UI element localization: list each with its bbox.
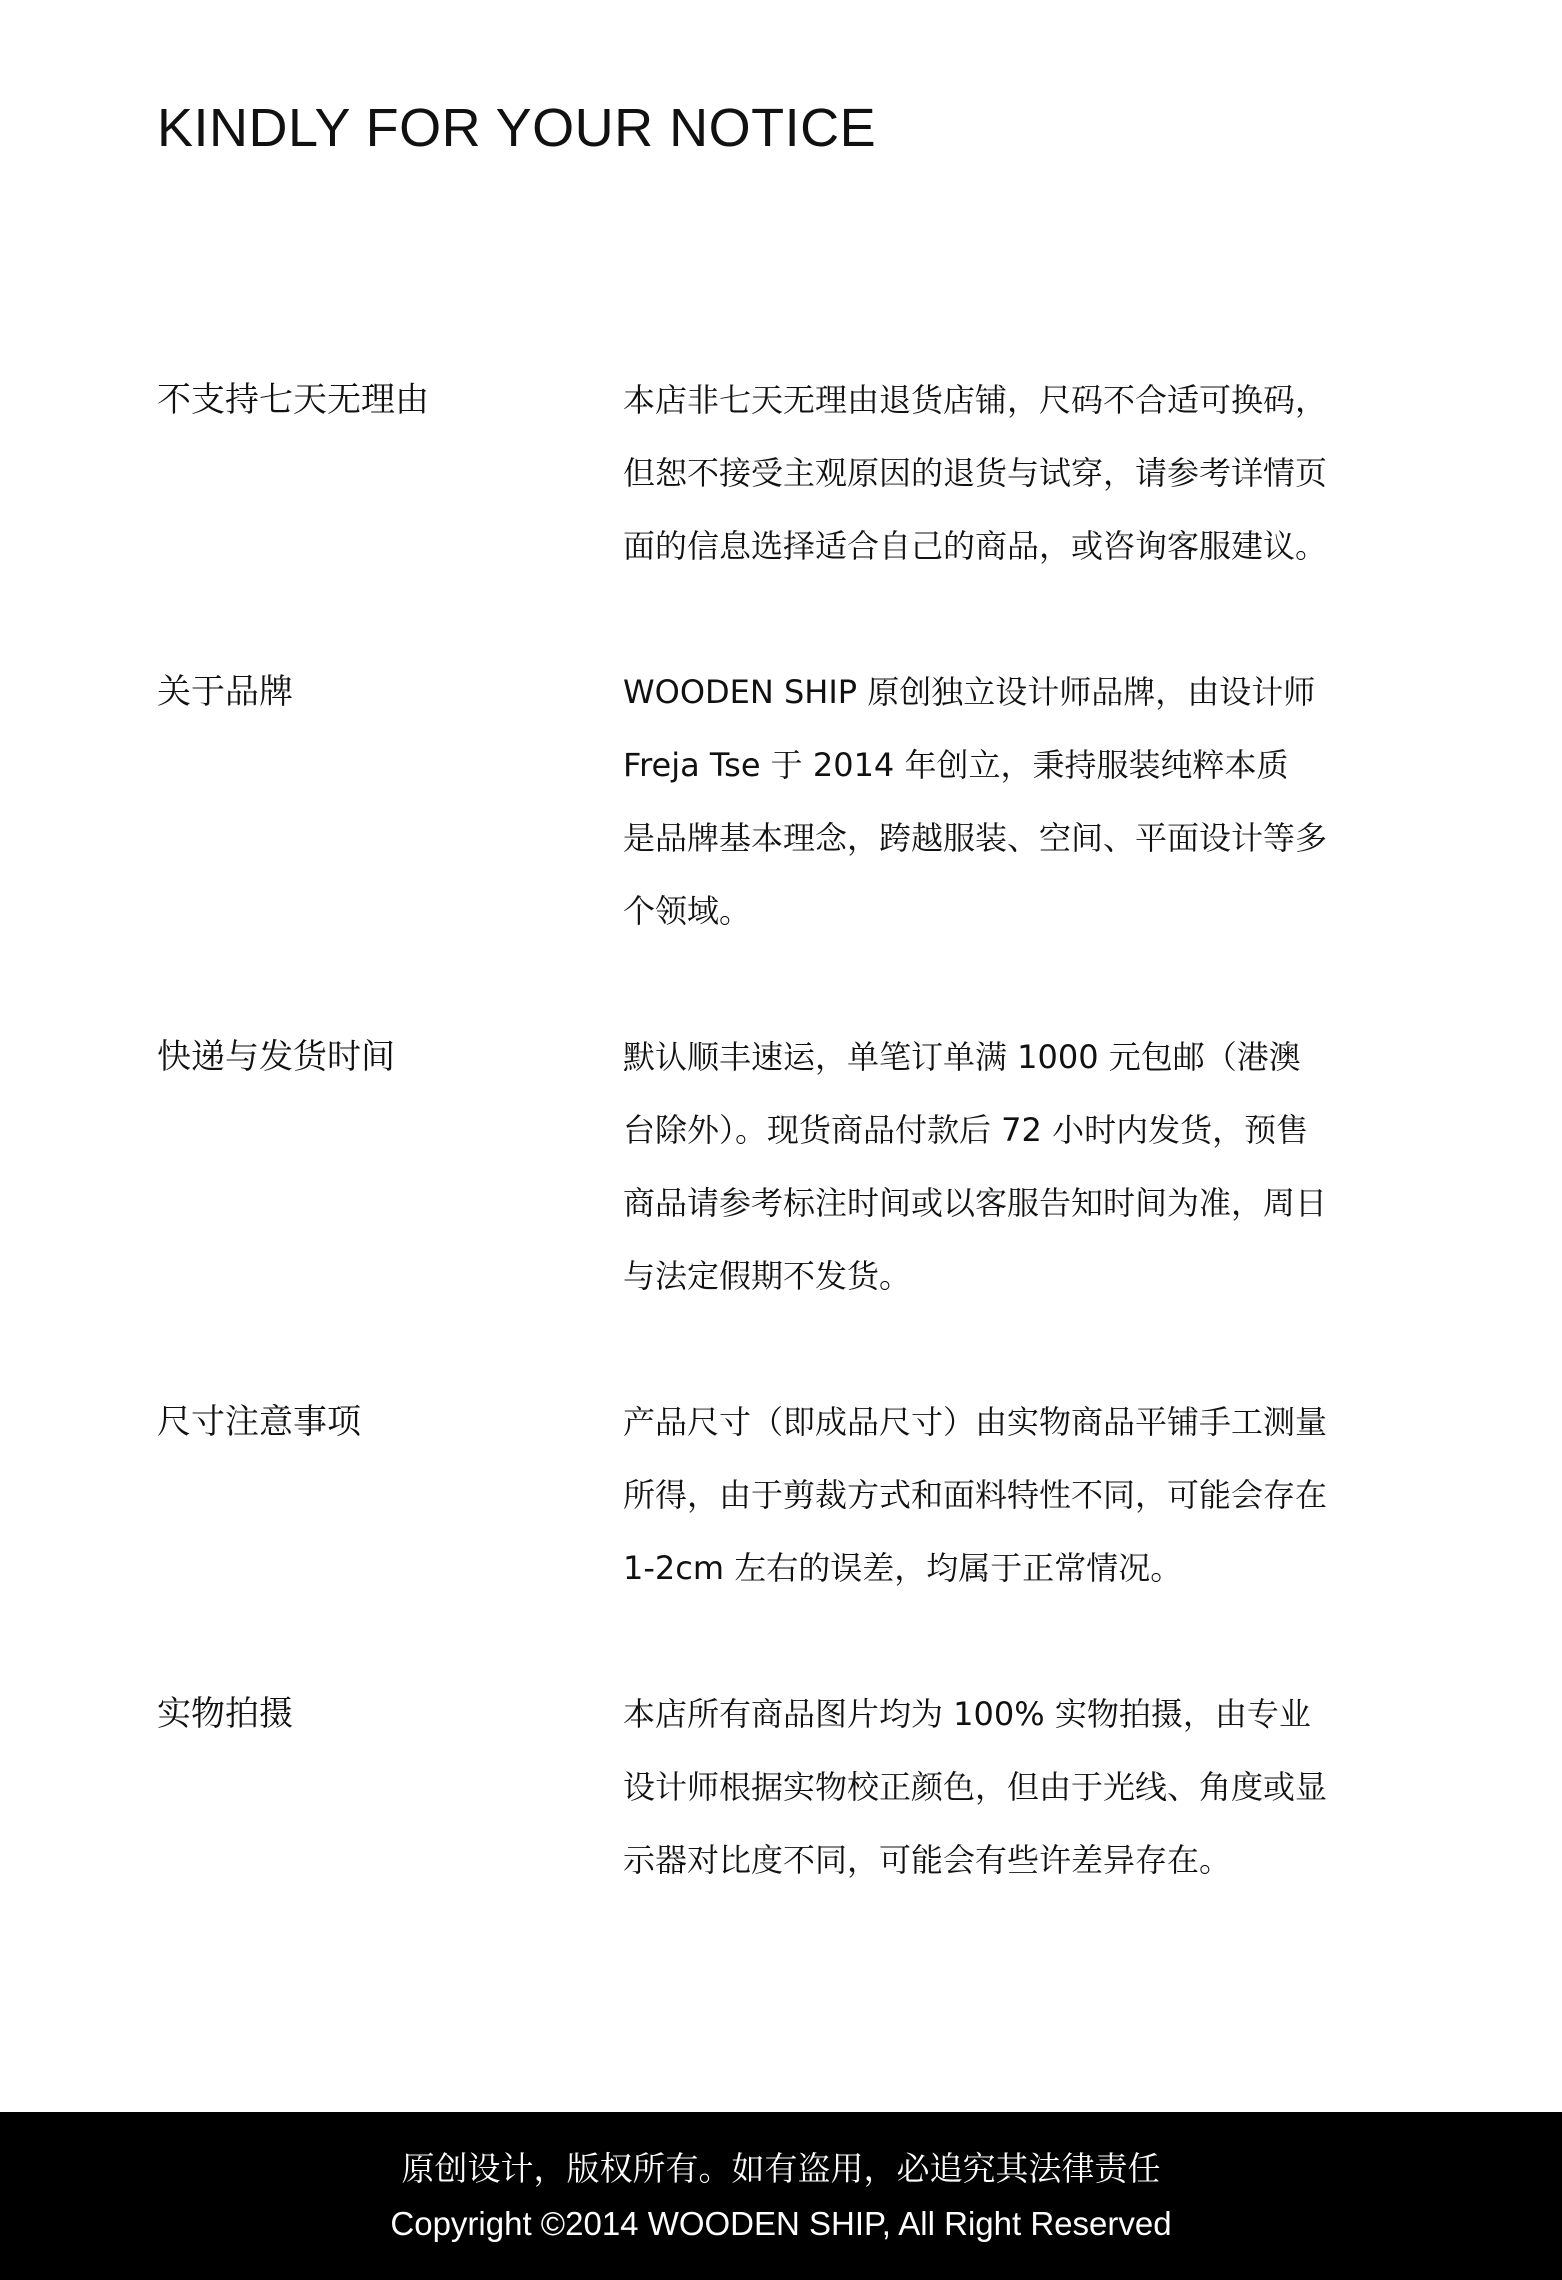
section-text-line: 与法定假期不发货。 xyxy=(623,1257,912,1295)
section-text-line: 本店非七天无理由退货店铺，尺码不合适可换码， xyxy=(623,381,1328,419)
section-text-line: 所得，由于剪裁方式和面料特性不同，可能会存在 xyxy=(623,1476,1328,1514)
page-title: KINDLY FOR YOUR NOTICE xyxy=(157,98,877,158)
section-body xyxy=(623,1021,1413,1313)
section-text-line: 个领域。 xyxy=(623,892,752,930)
section-text-line: 但恕不接受主观原因的退货与试穿，请参考详情页 xyxy=(623,454,1328,492)
section-text-line: 商品请参考标注时间或以客服告知时间为准，周日 xyxy=(623,1184,1328,1222)
section-text-line: 产品尺寸（即成品尺寸）由实物商品平铺手工测量 xyxy=(623,1403,1328,1441)
section-text-line: 1-2cm 左右的误差，均属于正常情况。 xyxy=(623,1549,1183,1587)
section-text-line: 本店所有商品图片均为 100% 实物拍摄，由专业 xyxy=(623,1695,1311,1733)
section-body xyxy=(623,1386,1413,1605)
section-label: 实物拍摄 xyxy=(157,1694,293,1734)
section-text-line: 台除外）。现货商品付款后 72 小时内发货，预售 xyxy=(623,1111,1309,1149)
section-text-line: 示器对比度不同，可能会有些许差异存在。 xyxy=(623,1841,1232,1879)
section-text-line: WOODEN SHIP 原创独立设计师品牌，由设计师 xyxy=(623,673,1316,711)
section-text-line: 设计师根据实物校正颜色，但由于光线、角度或显 xyxy=(623,1768,1328,1806)
section-body xyxy=(623,1678,1413,1897)
section-label: 不支持七天无理由 xyxy=(157,380,429,420)
footer-copyright-text: Copyright ©2014 WOODEN SHIP, All Right Reserved xyxy=(390,2205,1172,2242)
section-text-line: Freja Tse 于 2014 年创立，秉持服装纯粹本质 xyxy=(623,746,1289,784)
footer xyxy=(0,2112,1562,2280)
section-text-line: 面的信息选择适合自己的商品，或咨询客服建议。 xyxy=(623,527,1328,565)
section-text-line: 是品牌基本理念，跨越服装、空间、平面设计等多 xyxy=(623,819,1328,857)
section-label: 尺寸注意事项 xyxy=(157,1402,361,1442)
section-text-line: 默认顺丰速运，单笔订单满 1000 元包邮（港澳 xyxy=(623,1038,1301,1076)
section-body xyxy=(623,656,1413,948)
section-label: 关于品牌 xyxy=(157,672,293,712)
section-body xyxy=(623,364,1413,583)
section-label: 快递与发货时间 xyxy=(157,1037,395,1077)
footer-copyright-statement: 原创设计，版权所有。如有盗用，必追究其法律责任 xyxy=(401,2149,1161,2188)
